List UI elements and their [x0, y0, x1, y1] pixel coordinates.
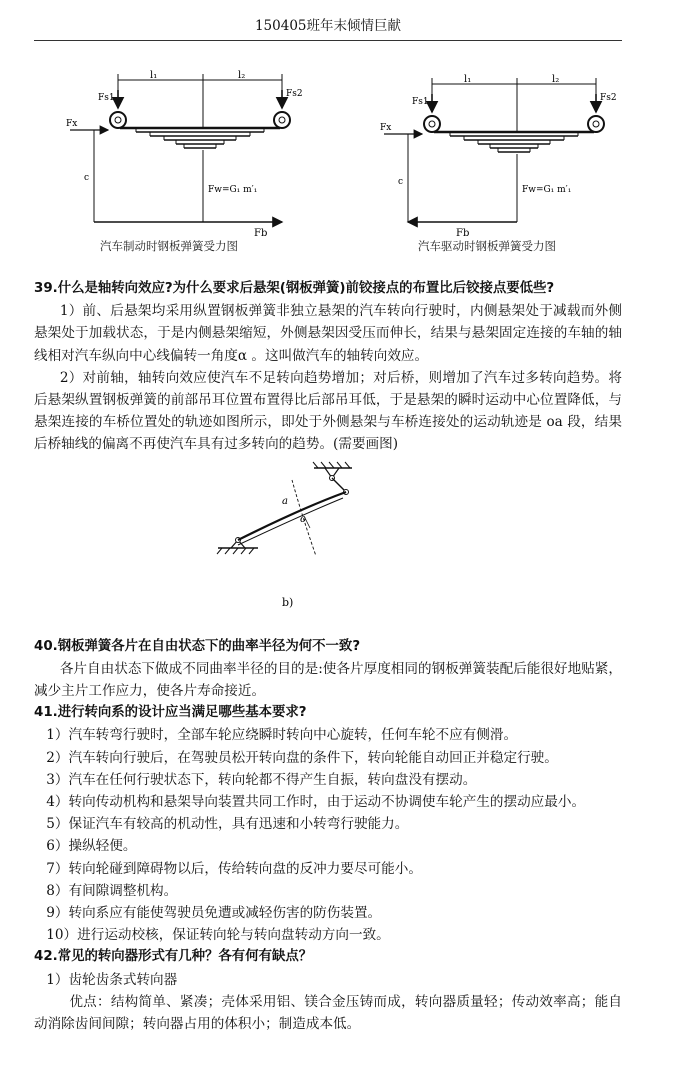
- point-a-label: a: [282, 495, 288, 507]
- l2-label: l₂: [552, 74, 560, 85]
- figure-caption-driving: 汽车驱动时钢板弹簧受力图: [418, 239, 556, 253]
- q41-item: 7）转向轮碰到障碍物以后，传给转向盘的反冲力要尽可能小。: [46, 860, 422, 877]
- question-42-title: 42.常见的转向器形式有几种？各有何有缺点？: [34, 949, 313, 965]
- fb-label: Fb: [254, 228, 268, 238]
- question-40-title: 40.钢板弹簧各片在自由状态下的曲率半径为何不一致?: [34, 638, 361, 654]
- q42-item-1: 1）齿轮齿条式转向器: [46, 971, 178, 988]
- figure-caption-braking: 汽车制动时钢板弹簧受力图: [100, 239, 238, 253]
- q40-paragraph-1: 各片自由状态下做成不同曲率半径的目的是:使各片厚度相同的钢板弹簧装配后能很好地贴紧，减少主片工作应力，使各片寿命接近。: [34, 660, 622, 700]
- fw-label: Fw=G₁ m′₁: [208, 185, 258, 195]
- fx-label: Fx: [66, 119, 78, 129]
- q41-item: 5）保证汽车有较高的机动性，具有迅速和小转弯行驶能力。: [46, 816, 409, 833]
- fb-label: Fb: [456, 228, 470, 239]
- q41-item: 6）操纵轻便。: [46, 838, 137, 855]
- fs2-label: Fs2: [286, 89, 303, 99]
- spring-force-diagram-driving: [372, 72, 622, 246]
- q41-item: 2）汽车转向行驶后，在驾驶员松开转向盘的条件下，转向轮能自动回正并稳定行驶。: [46, 749, 558, 766]
- question-41-title: 41.进行转向系的设计应当满足哪些基本要求?: [34, 705, 307, 721]
- q41-item: 4）转向传动机构和悬架导向装置共同工作时，由于运动不协调使车轮产生的摆动应最小。: [46, 794, 586, 811]
- c-label: c: [398, 177, 404, 187]
- q41-item: 8）有间隙调整机构。: [46, 882, 178, 899]
- q41-item: 10）进行运动校核，保证转向轮与转向盘转动方向一致。: [46, 927, 390, 944]
- q39-paragraph-2: 2）对前轴，轴转向效应使汽车不足转向趋势增加；对后桥，则增加了汽车过多转向趋势。将后悬架纵置钢板弹簧的前部吊耳位置布置得比后部吊耳低，于是悬架的瞬时运动中心位置降低，与悬架连接的车桥位置处的轨迹如图所示，即处于外侧悬架与车桥连接处的运动轨迹是 oa 段，结果后桥轴线的偏离不再使汽车具有过多转向的趋势。(需要画图): [34, 369, 622, 453]
- document-body: [34, 278, 622, 1035]
- fs1-label: Fs1: [412, 97, 429, 107]
- question-39-title: 39.什么是轴转向效应?为什么要求后悬架(钢板弹簧)前铰接点的布置比后铰接点要低些?: [34, 281, 555, 296]
- l2-label: l₂: [238, 70, 246, 81]
- fw-label: Fw=G₁ m′₁: [522, 185, 572, 195]
- suspension-trajectory-figure: [34, 456, 622, 636]
- fx-label: Fx: [380, 123, 392, 133]
- q41-item: 9）转向系应有能使驾驶员免遭或减轻伤害的防伤装置。: [46, 905, 382, 922]
- q41-item: 3）汽车在任何行驶状态下，转向轮都不得产生自振，转向盘没有摆动。: [46, 771, 477, 788]
- point-o-label: o: [300, 513, 307, 525]
- q41-item: 1）汽车转弯行驶时，全部车轮应绕瞬时转向中心旋转，任何车轮不应有侧滑。: [46, 727, 518, 744]
- q42-paragraph-1: 优点：结构简单、紧凑；壳体采用铝、镁合金压铸而成，转向器质量轻；传动效率高；能自动消除齿间间隙；转向器占用的体积小；制造成本低。: [34, 993, 622, 1033]
- spring-force-diagram-braking: [58, 68, 308, 242]
- page-header: 150405班年末倾情巨献: [34, 14, 622, 41]
- q39-paragraph-1: 1）前、后悬架均采用纵置钢板弹簧非独立悬架的汽车转向行驶时，内侧悬架处于减载而外侧悬架处于加载状态，于是内侧悬架缩短，外侧悬架因受压而伸长，结果与悬架固定连接的车轴的轴线相对汽车纵向中心线偏转一角度α 。这叫做汽车的轴转向效应。: [34, 303, 622, 364]
- l1-label: l₁: [150, 70, 158, 81]
- figure-row: [0, 60, 675, 260]
- l1-label: l₁: [464, 74, 472, 85]
- fs1-label: Fs1: [98, 93, 115, 103]
- fs2-label: Fs2: [600, 93, 617, 103]
- c-label: c: [84, 173, 90, 183]
- figure-b-label: b): [282, 595, 294, 609]
